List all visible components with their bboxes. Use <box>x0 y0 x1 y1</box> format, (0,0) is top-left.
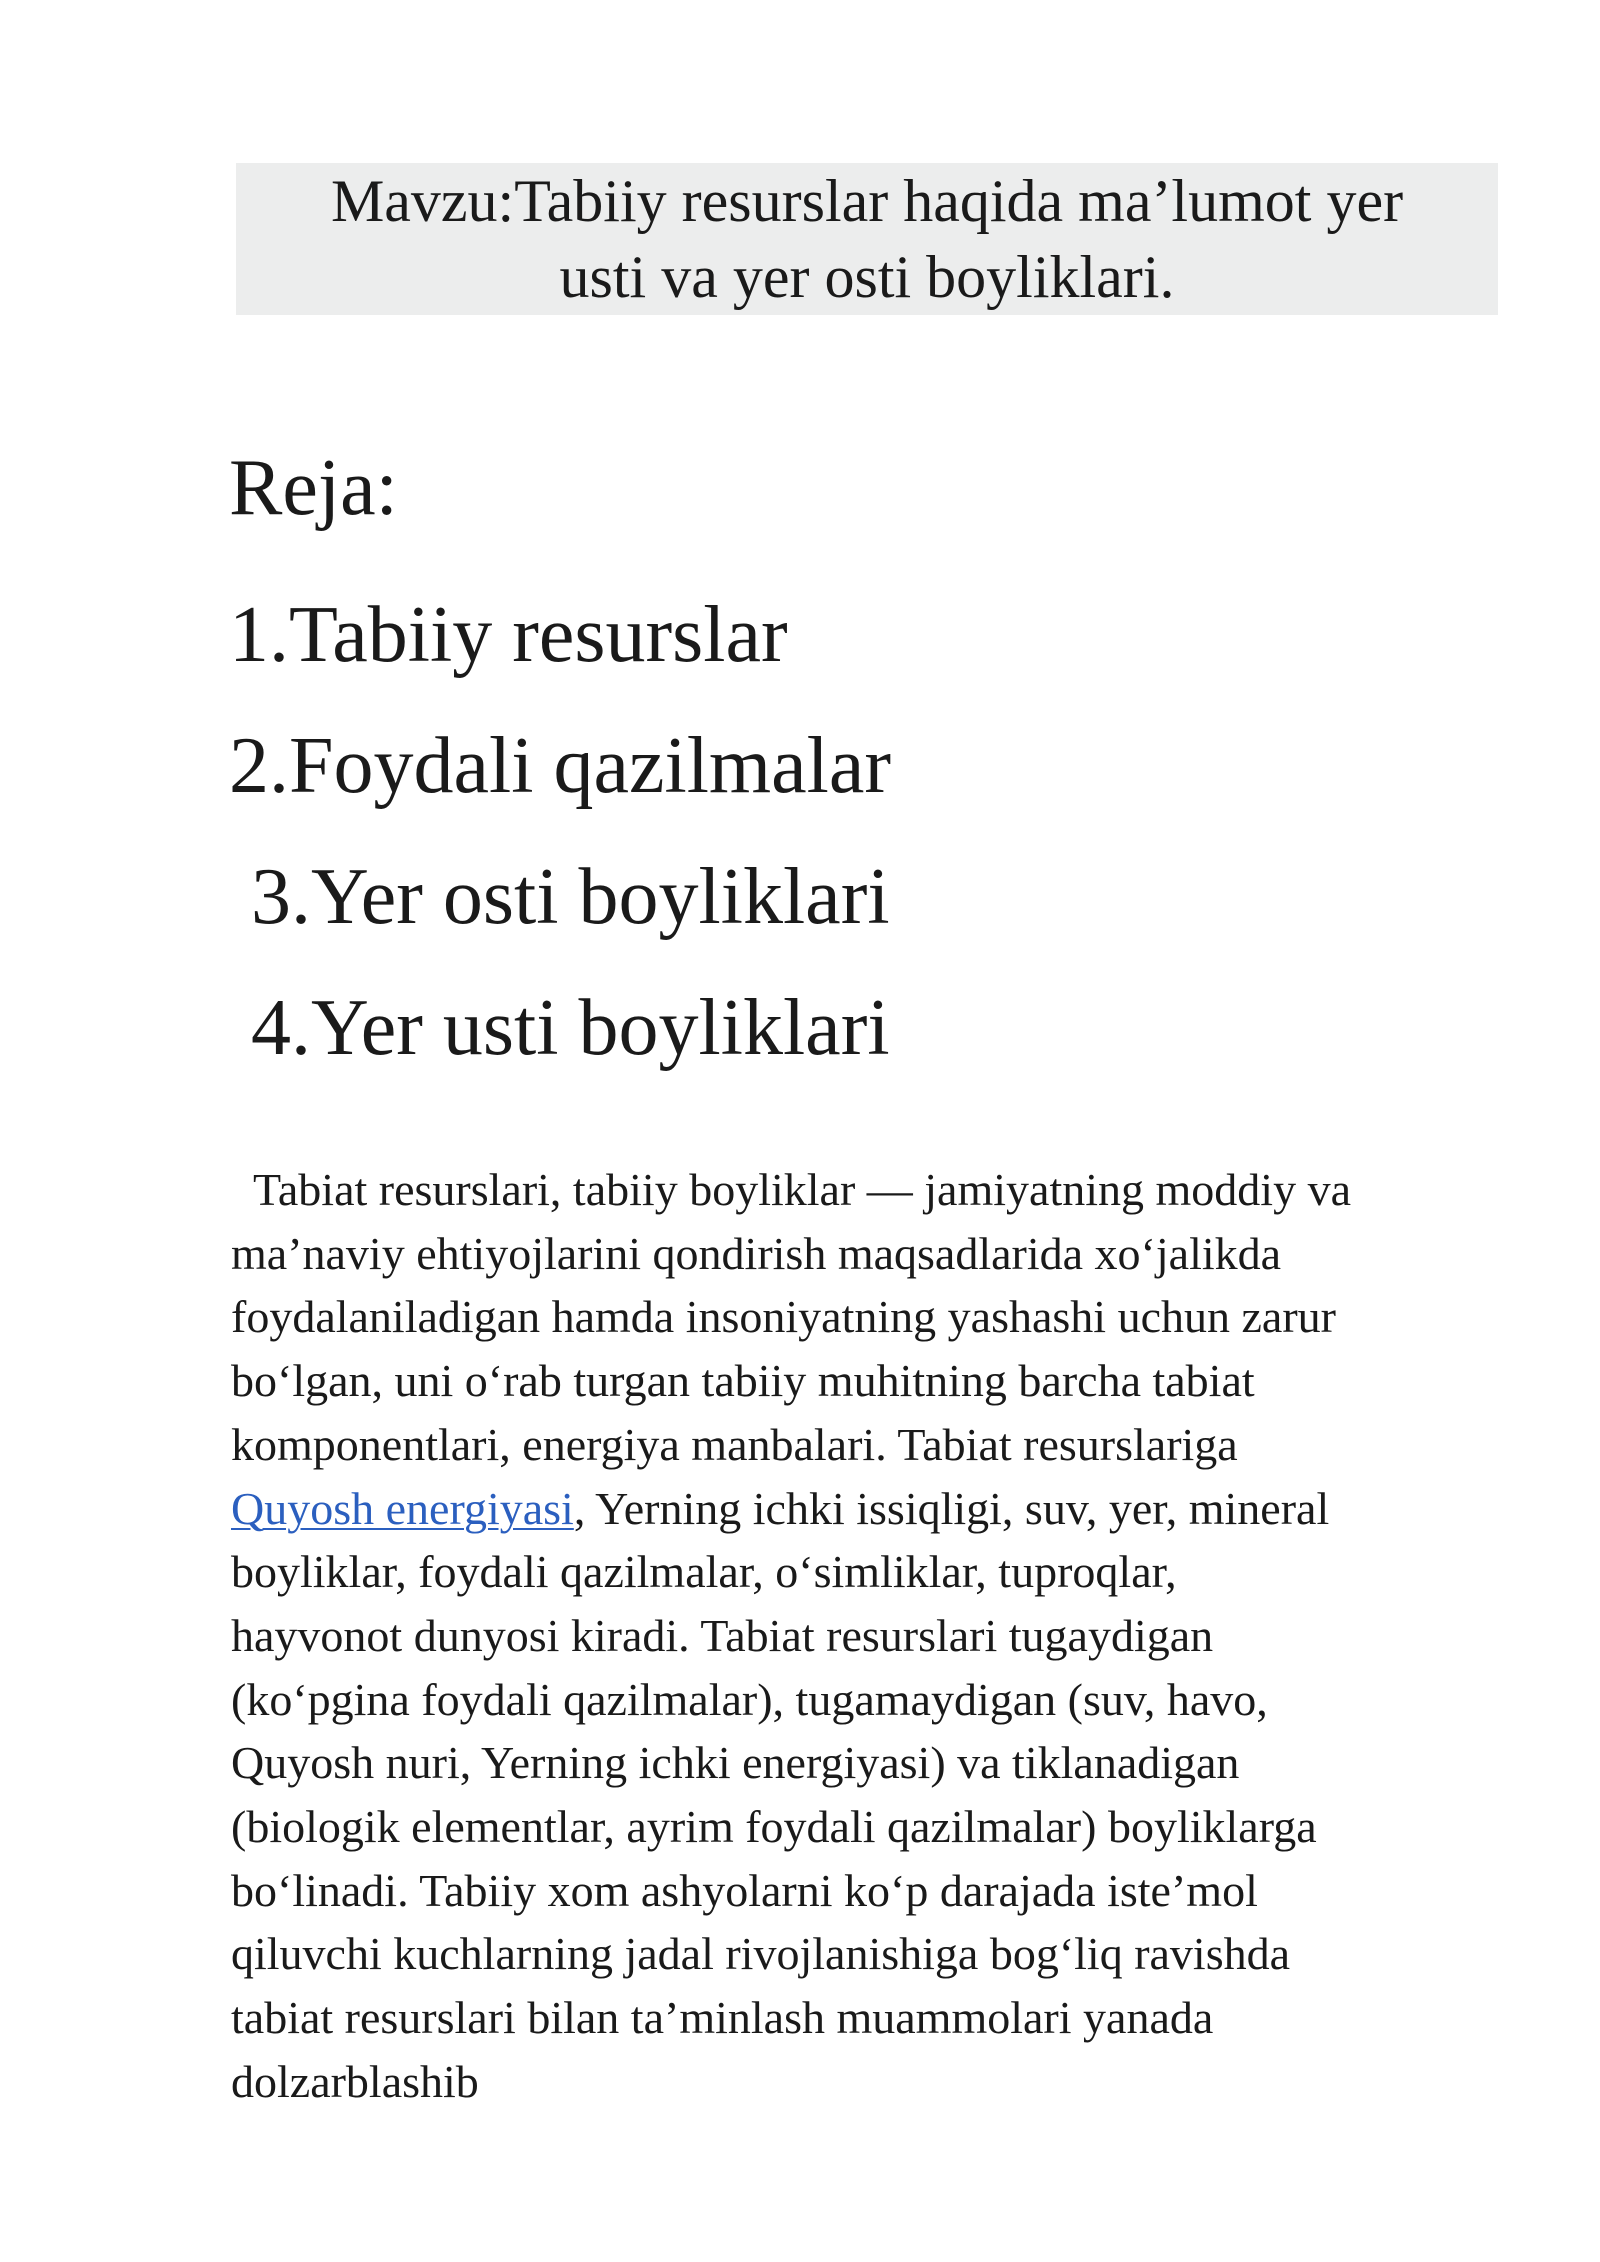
title-box <box>236 163 1498 315</box>
plan-item-1: 1.Tabiiy resurslar <box>229 591 788 679</box>
body-line: Tabiat resurslari, tabiiy boyliklar — jamiyatning moddiy va <box>253 1164 1351 1215</box>
plan-item-3: 3.Yer osti boyliklari <box>251 853 890 941</box>
body-line: dolzarblashib <box>231 2055 479 2107</box>
body-line: ma’naviy ehtiyojlarini qondirish maqsadlarida xo‘jalikda <box>231 1227 1282 1279</box>
plan-item-4: 4.Yer usti boyliklari <box>251 984 890 1072</box>
body-line-with-link <box>231 1477 1531 1541</box>
plan-item-2: 2.Foydali qazilmalar <box>229 722 892 810</box>
body-line: bo‘linadi. Tabiiy xom ashyolarni ko‘p darajada iste’mol <box>231 1864 1258 1916</box>
body-line: (biologik elementlar, ayrim foydali qazilmalar) boyliklarga <box>231 1801 1317 1853</box>
body-line: (ko‘pgina foydali qazilmalar), tugamaydigan (suv, havo, <box>231 1673 1268 1725</box>
body-line: hayvonot dunyosi kiradi. Tabiat resurslari tugaydigan <box>231 1609 1214 1661</box>
title-line-2: usti va yer osti boyliklari. <box>559 244 1175 310</box>
plan-list <box>229 570 891 1094</box>
body-line: komponentlari, energiya manbalari. Tabiat resurslariga <box>231 1418 1238 1470</box>
body-line: foydalaniladigan hamda insoniyatning yashashi uchun zarur <box>231 1291 1336 1343</box>
body-line: tabiat resurslari bilan ta’minlash muammolari yanada <box>231 1992 1214 2044</box>
body-line: boyliklar, foydali qazilmalar, o‘simliklar, tuproqlar, <box>231 1546 1177 1598</box>
body-paragraph <box>231 1158 1531 2114</box>
body-line: qiluvchi kuchlarning jadal rivojlanishiga bog‘liq ravishda <box>231 1928 1291 1980</box>
body-line-rest: , Yerning ichki issiqligi, suv, yer, mineral <box>573 1482 1330 1534</box>
quyosh-energiyasi-link[interactable]: Quyosh energiyasi <box>231 1482 574 1534</box>
body-line: bo‘lgan, uni o‘rab turgan tabiiy muhitning barcha tabiat <box>231 1355 1255 1407</box>
title-line-1: Mavzu:Tabiiy resurslar haqida ma’lumot yer <box>330 168 1404 234</box>
body-line: Quyosh nuri, Yerning ichki energiyasi) va tiklanadigan <box>231 1737 1240 1789</box>
plan-heading: Reja: <box>229 444 398 532</box>
